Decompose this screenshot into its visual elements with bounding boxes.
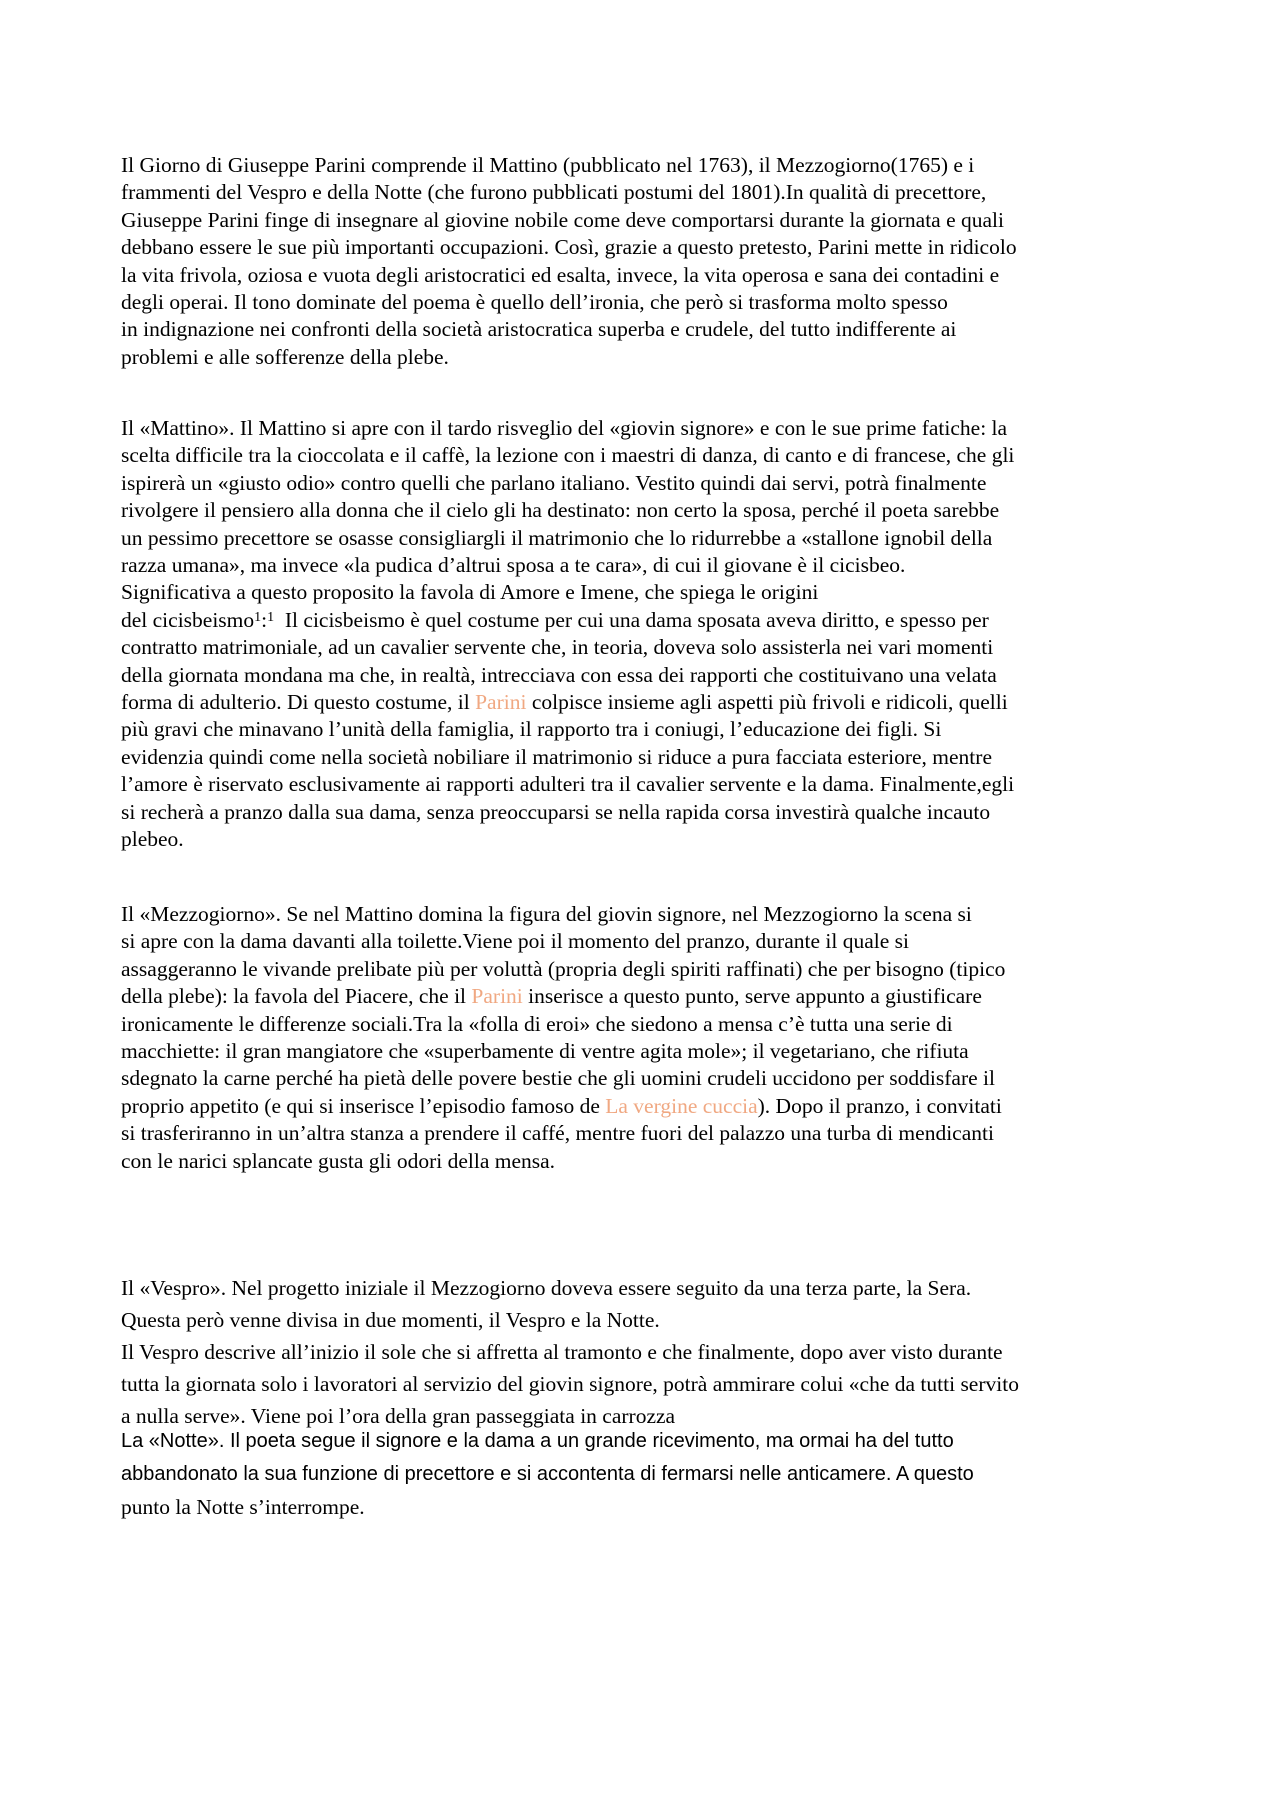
text-line: con le narici splancate gusta gli odori della mensa. — [121, 1148, 556, 1173]
text-line: Questa però venne divisa in due momenti, il Vespro e la Notte. — [121, 1308, 660, 1332]
text-line: si recherà a pranzo dalla sua dama, senza preoccuparsi se nella rapida corsa investirà qualche incauto — [121, 799, 991, 824]
text-line — [121, 983, 1161, 1010]
text-line: punto la Notte s’interrompe. — [121, 1495, 365, 1519]
text-line: a nulla serve». Viene poi l’ora della gran passeggiata in carrozza — [121, 1404, 676, 1428]
text-line — [121, 689, 1161, 716]
text-segment: Il cicisbeismo è quel costume per cui una dama sposata aveva diritto, e spesso per — [274, 607, 989, 632]
mezzogiorno-paragraph — [121, 901, 1161, 1175]
text-segment: inserisce a questo punto, serve appunto a giustificare — [522, 984, 982, 1009]
text-line: un pessimo precettore se osasse consigliargli il matrimonio che lo ridurrebbe a «stallone ignobil della — [121, 525, 993, 550]
text-line: ironicamente le differenze sociali.Tra la «folla di eroi» che siedono a mensa c’è tutta una serie di — [121, 1011, 953, 1036]
text-line: rivolgere il pensiero alla donna che il cielo gli ha destinato: non certo la sposa, perché il poeta sarebbe — [121, 498, 1000, 523]
text-segment: ). Dopo il pranzo, i convitati — [757, 1093, 1002, 1118]
text-line: evidenzia quindi come nella società nobiliare il matrimonio si riduce a pura facciata esteriore, mentre — [121, 744, 992, 769]
text-line: Significativa a questo proposito la favola di Amore e Imene, che spiega le origini — [121, 580, 819, 605]
text-line: tutta la giornata solo i lavoratori al servizio del giovin signore, potrà ammirare colui «che da tutti servito — [121, 1372, 1019, 1396]
text-line: assaggeranno le vivande prelibate più per voluttà (propria degli spiriti raffinati) che per bisogno (tipico — [121, 956, 1006, 981]
parini-link[interactable]: Parini — [471, 984, 523, 1009]
text-line: Il Giorno di Giuseppe Parini comprende il Mattino (pubblicato nel 1763), il Mezzogiorno(1765) e i — [121, 153, 975, 177]
text-line: abbandonato la sua funzione di precettore e si accontenta di fermarsi nelle anticamere. A questo — [121, 1463, 974, 1485]
text-line: si trasferiranno in un’altra stanza a prendere il caffé, mentre fuori del palazzo una turba di mendicanti — [121, 1121, 994, 1146]
footnote-marker[interactable]: 1 — [267, 609, 275, 625]
text-line: degli operai. Il tono dominate del poema è quello dell’ironia, che però si trasforma molto spesso — [121, 290, 948, 315]
text-line: contratto matrimoniale, ad un cavalier servente che, in teoria, doveva solo assisterla nei vari momenti — [121, 635, 994, 660]
text-line: Giuseppe Parini finge di insegnare al giovine nobile come deve comportarsi durante la giornata e quali — [121, 207, 1005, 232]
mattino-paragraph — [121, 415, 1161, 854]
text-segment: della plebe): la favola del Piacere, che il — [121, 984, 472, 1009]
text-line: Il Vespro descrive all’inizio il sole che si affretta al tramonto e che finalmente, dopo aver visto durante — [121, 1340, 1003, 1364]
text-segment: proprio appetito (e qui si inserisce l’episodio famoso de — [121, 1093, 606, 1118]
text-line: debbano essere le sue più importanti occupazioni. Così, grazie a questo pretesto, Parini mette in ridicolo — [121, 235, 1017, 260]
la-vergine-cuccia-link[interactable]: La vergine cuccia — [605, 1093, 758, 1118]
text-line: macchiette: il gran mangiatore che «superbamente di ventre agita mole»; il vegetariano, che rifiuta — [121, 1039, 969, 1064]
text-line: ispirerà un «giusto odio» contro quelli che parlano italiano. Vestito quindi dai servi, potrà finalmente — [121, 470, 987, 495]
text-line: problemi e alle sofferenze della plebe. — [121, 344, 449, 369]
text-line: sdegnato la carne perché ha pietà delle povere bestie che gli uomini crudeli uccidono per soddisfare il — [121, 1066, 995, 1091]
text-segment: del cicisbeismo — [121, 607, 255, 632]
text-line: l’amore è riservato esclusivamente ai rapporti adulteri tra il cavalier servente e la dama. Finalmente,egli — [121, 772, 1015, 797]
intro-paragraph — [121, 152, 1161, 371]
text-segment: colpisce insieme agli aspetti più frivoli e ridicoli, quelli — [526, 690, 1008, 715]
text-line: della giornata mondana ma che, in realtà, intrecciava con essa dei rapporti che costituivano una velata — [121, 662, 997, 687]
text-line: La «Notte». Il poeta segue il signore e la dama a un grande ricevimento, ma ormai ha del tutto — [121, 1430, 954, 1452]
text-line: plebeo. — [121, 827, 184, 852]
text-line: più gravi che minavano l’unità della famiglia, il rapporto tra i coniugi, l’educazione dei figli. Si — [121, 717, 942, 742]
parini-link[interactable]: Parini — [475, 690, 527, 715]
text-line — [121, 1093, 1161, 1120]
text-line: la vita frivola, oziosa e vuota degli aristocratici ed esalta, invece, la vita operosa e sana dei contadini e — [121, 262, 1000, 287]
text-line: Il «Mezzogiorno». Se nel Mattino domina la figura del giovin signore, nel Mezzogiorno la scena si — [121, 902, 972, 926]
text-line: razza umana», ma invece «la pudica d’altrui sposa a te cara», di cui il giovane è il cicisbeo. — [121, 553, 906, 578]
text-line: scelta difficile tra la cioccolata e il caffè, la lezione con i maestri di danza, di canto e di francese, che gli — [121, 443, 1015, 468]
text-line: Il «Vespro». Nel progetto iniziale il Mezzogiorno doveva essere seguito da una terza parte, la Sera. — [121, 1276, 972, 1300]
text-line: frammenti del Vespro e della Notte (che furono pubblicati postumi del 1801).In qualità di precettore, — [121, 180, 987, 205]
text-line — [121, 607, 1161, 634]
text-line: in indignazione nei confronti della società aristocratica superba e crudele, del tutto indifferente ai — [121, 317, 957, 342]
footnote-marker[interactable]: 1 — [254, 609, 262, 625]
text-line: Il «Mattino». Il Mattino si apre con il tardo risveglio del «giovin signore» e con le sue prime fatiche: la — [121, 416, 1008, 440]
text-segment: : — [261, 607, 268, 632]
notte-paragraph — [121, 1425, 1161, 1524]
text-segment: forma di adulterio. Di questo costume, il — [121, 690, 476, 715]
text-line: si apre con la dama davanti alla toilette.Viene poi il momento del pranzo, durante il quale si — [121, 929, 909, 954]
vespro-paragraph — [121, 1272, 1161, 1432]
